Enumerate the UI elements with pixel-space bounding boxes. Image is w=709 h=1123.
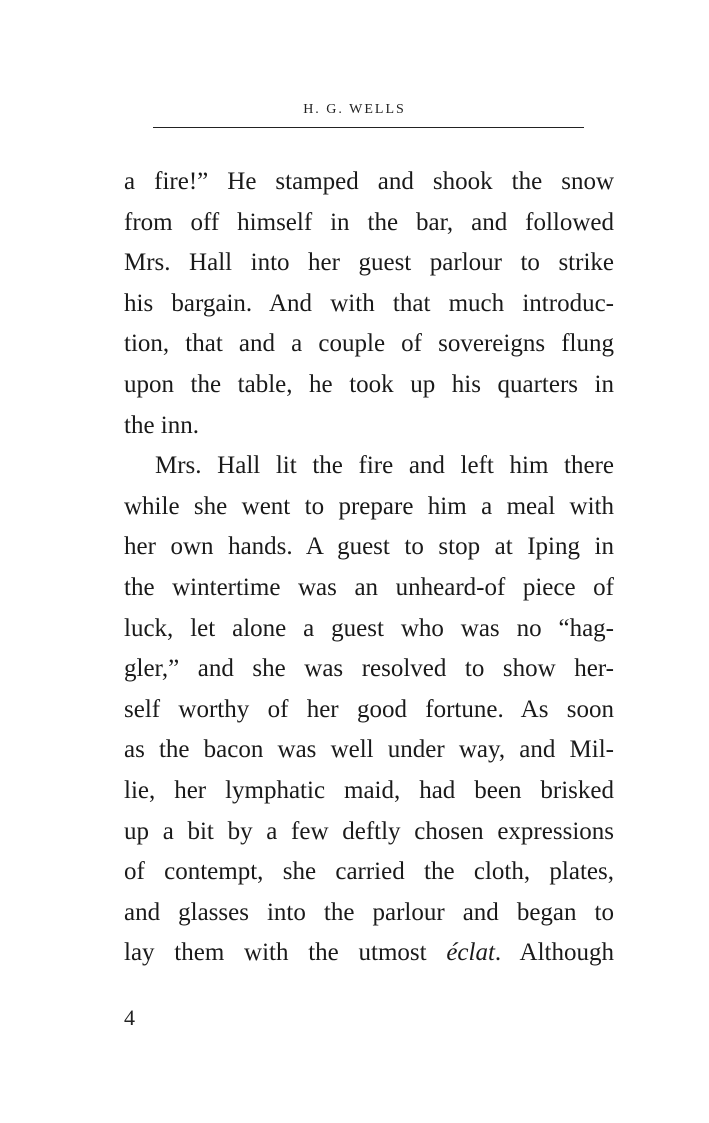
text-line: the wintertime was an unheard-of piece of	[124, 573, 614, 601]
text-line: as the bacon was well under way, and Mil-	[124, 736, 614, 764]
body-text	[124, 162, 614, 974]
text-line: Mrs. Hall lit the fire and left him there	[155, 452, 614, 480]
text-line: up a bit by a few deftly chosen expressions	[124, 817, 614, 845]
running-head: H. G. WELLS	[303, 102, 406, 117]
text-line: Mrs. Hall into her guest parlour to strike	[124, 249, 614, 277]
text-segment: . Although	[494, 939, 614, 967]
text-line: the inn.	[124, 411, 199, 439]
text-line: upon the table, he took up his quarters in	[124, 370, 614, 398]
text-line: his bargain. And with that much introduc-	[124, 289, 614, 317]
text-line: a fire!” He stamped and shook the snow	[124, 168, 614, 195]
text-line-final	[124, 933, 614, 974]
text-segment: lay them with the utmost	[124, 939, 447, 967]
text-line: from off himself in the bar, and followed	[124, 208, 614, 236]
header-rule	[153, 127, 584, 128]
text-line: and glasses into the parlour and began to	[124, 898, 614, 926]
text-line: tion, that and a couple of sovereigns flung	[124, 330, 614, 358]
page-number: 4	[124, 1005, 135, 1030]
text-line: self worthy of her good fortune. As soon	[124, 695, 614, 723]
text-line: her own hands. A guest to stop at Iping in	[124, 533, 614, 561]
italic-word: éclat	[446, 939, 495, 967]
text-line: lie, her lymphatic maid, had been brisked	[124, 776, 614, 804]
text-line: of contempt, she carried the cloth, plates,	[124, 858, 614, 886]
text-line: while she went to prepare him a meal with	[124, 492, 614, 520]
text-line: luck, let alone a guest who was no “hag-	[124, 614, 614, 642]
text-line: gler,” and she was resolved to show her-	[124, 655, 614, 683]
